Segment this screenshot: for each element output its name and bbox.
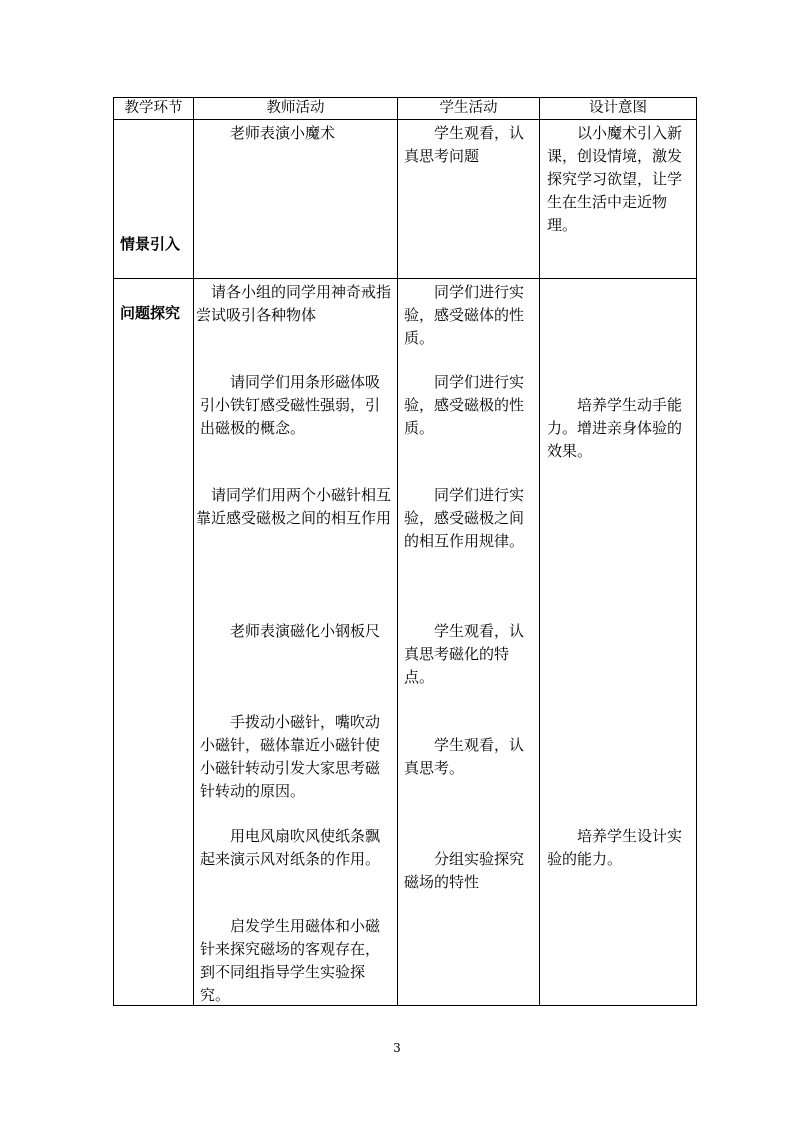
student-activity-text: 同学们进行实验，感受磁极的性质。 bbox=[404, 373, 525, 437]
lesson-plan-table bbox=[113, 97, 697, 1006]
teacher-activity-text: 请同学们用两个小磁针相互靠近感受磁极之间的相互作用 bbox=[196, 486, 392, 527]
teacher-activity-cell bbox=[194, 279, 398, 1006]
table-row bbox=[114, 120, 697, 279]
header-design-intent: 设计意图 bbox=[540, 98, 697, 120]
teacher-activity-text: 请同学们用条形磁体吸引小铁钉感受磁性强弱，引出磁极的概念。 bbox=[200, 373, 381, 437]
design-intent-text: 培养学生动手能力。增进亲身体验的效果。 bbox=[547, 396, 683, 460]
header-stage: 教学环节 bbox=[114, 98, 194, 120]
student-activity-text: 同学们进行实验，感受磁体的性质。 bbox=[404, 283, 525, 347]
stage-cell bbox=[114, 279, 194, 1006]
page-number: 3 bbox=[393, 1041, 401, 1055]
teacher-activity-text: 手拨动小磁针，嘴吹动小磁针，磁体靠近小磁针使小磁针转动引发大家思考磁针转动的原因。 bbox=[200, 713, 381, 800]
teacher-activity-text: 启发学生用磁体和小磁针来探究磁场的客观存在，到不同组指导学生实验探究。 bbox=[200, 917, 381, 1004]
design-intent-cell bbox=[540, 279, 697, 1006]
student-activity-text: 学生观看，认真思考问题 bbox=[404, 124, 525, 165]
table-header-row bbox=[114, 98, 697, 120]
student-activity-text: 学生观看，认真思考。 bbox=[404, 736, 525, 777]
teacher-activity-text: 老师表演磁化小钢板尺 bbox=[200, 622, 381, 640]
header-student-activity: 学生活动 bbox=[398, 98, 540, 120]
teacher-activity-text: 老师表演小魔术 bbox=[200, 124, 336, 142]
student-activity-text: 同学们进行实验，感受磁极之间的相互作用规律。 bbox=[404, 486, 525, 550]
teacher-activity-text: 用电风扇吹风使纸条飘起来演示风对纸条的作用。 bbox=[200, 827, 381, 868]
stage-label: 情景引入 bbox=[120, 235, 181, 253]
design-intent-cell bbox=[540, 120, 697, 279]
header-teacher-activity: 教师活动 bbox=[194, 98, 398, 120]
stage-label: 问题探究 bbox=[120, 304, 181, 322]
student-activity-text: 学生观看，认真思考磁化的特点。 bbox=[404, 622, 525, 686]
teacher-activity-cell bbox=[194, 120, 398, 279]
teacher-activity-text: 请各小组的同学用神奇戒指尝试吸引各种物体 bbox=[196, 283, 392, 324]
table-row bbox=[114, 279, 697, 1006]
student-activity-cell bbox=[398, 120, 540, 279]
student-activity-text: 分组实验探究磁场的特性 bbox=[404, 850, 525, 891]
design-intent-text: 以小魔术引入新课，创设情境，激发探究学习欲望，让学生在生活中走近物理。 bbox=[547, 124, 683, 234]
stage-cell bbox=[114, 120, 194, 279]
student-activity-cell bbox=[398, 279, 540, 1006]
design-intent-text: 培养学生设计实验的能力。 bbox=[547, 827, 683, 868]
